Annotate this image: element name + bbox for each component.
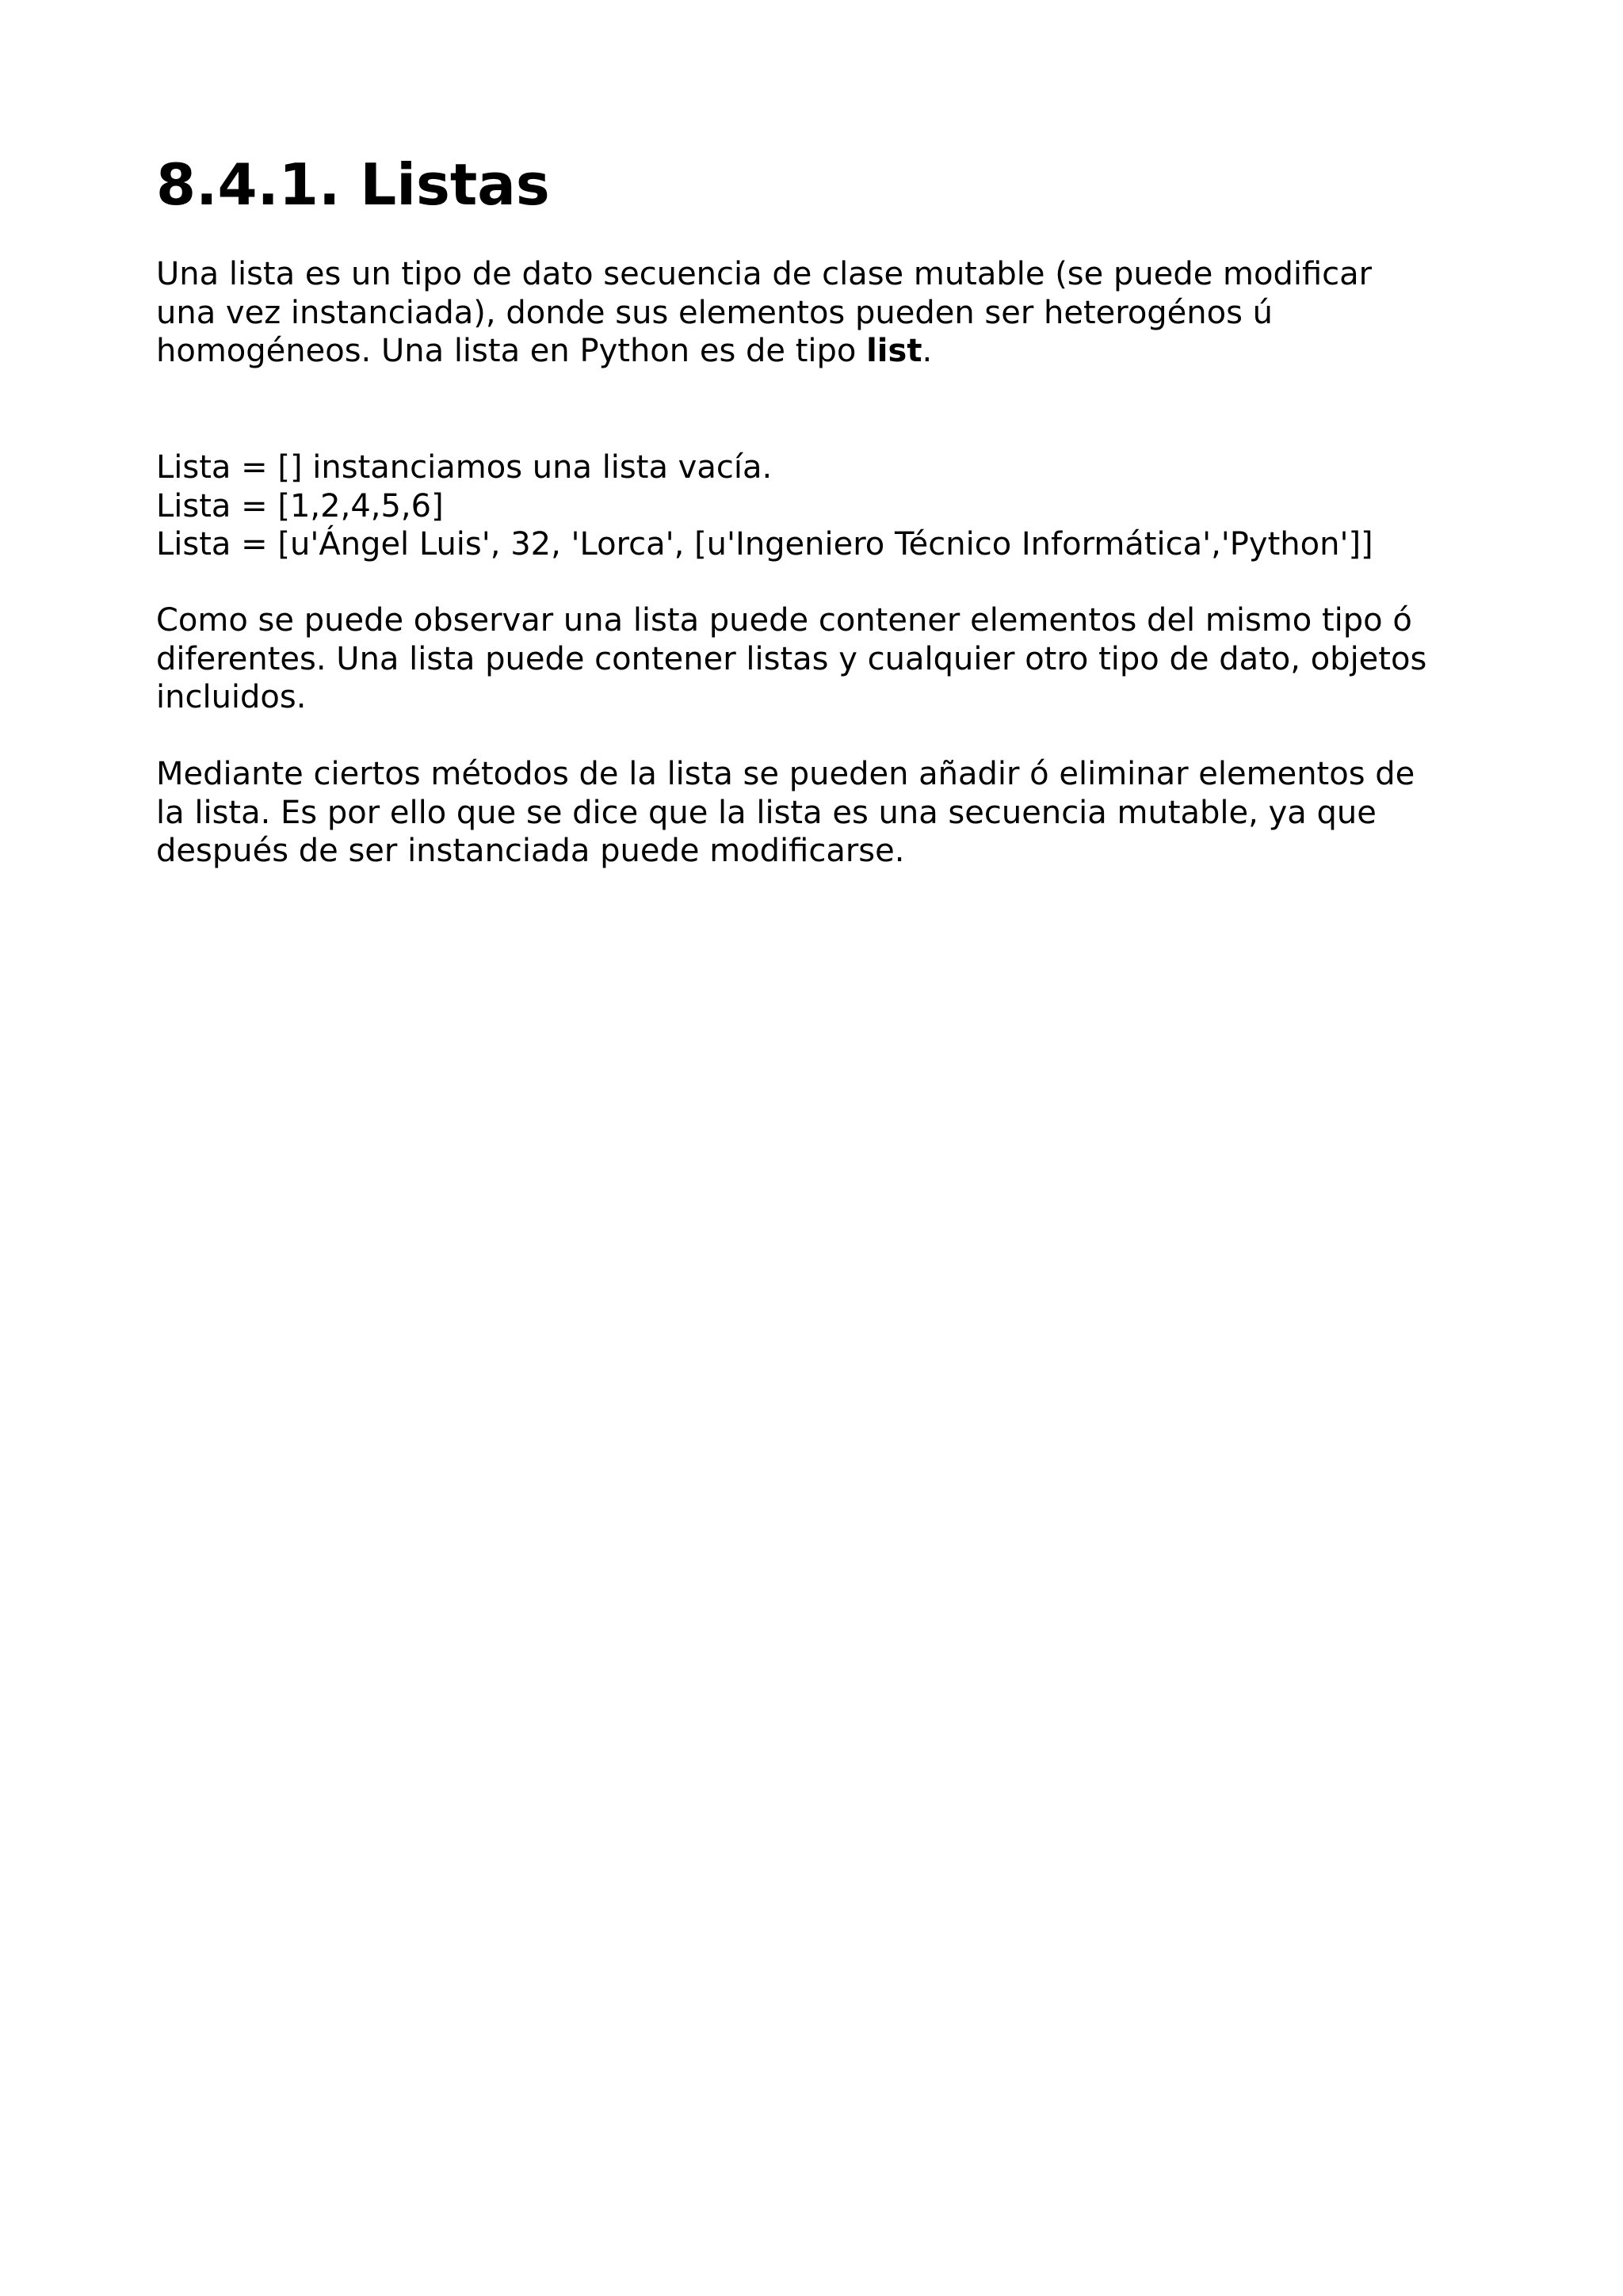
observation-line-2: diferentes. Una lista puede contener listas y cualquier otro tipo de dato, objetos — [156, 640, 1427, 677]
intro-line-3-suffix: . — [922, 333, 933, 369]
methods-line-3: después de ser instanciada puede modificarse. — [156, 833, 905, 869]
type-name-list: list — [866, 333, 922, 369]
example-line-2: Lista = [1,2,4,5,6] — [156, 487, 444, 524]
methods-line-1: Mediante ciertos métodos de la lista se pueden añadir ó eliminar elementos de — [156, 756, 1415, 792]
intro-line-3 — [156, 332, 1372, 371]
intro-line-1: Una lista es un tipo de dato secuencia de clase mutable (se puede modificar — [156, 256, 1373, 292]
intro-paragraph — [156, 255, 1372, 371]
observation-line-3: incluidos. — [156, 679, 307, 715]
section-heading: 8.4.1. Listas — [156, 151, 550, 218]
methods-line-2: la lista. Es por ello que se dice que la lista es una secuencia mutable, ya que — [156, 794, 1377, 831]
intro-line-3-prefix: homogéneos. Una lista en Python es de tipo — [156, 333, 867, 369]
example-line-1: Lista = [] instanciamos una lista vacía. — [156, 449, 773, 486]
observation-line-1: Como se puede observar una lista puede contener elementos del mismo tipo ó — [156, 602, 1412, 639]
example-line-3: Lista = [u'Ángel Luis', 32, 'Lorca', [u'Ingeniero Técnico Informática','Python']] — [156, 526, 1373, 563]
intro-line-2: una vez instanciada), donde sus elementos pueden ser heterogénos ú — [156, 294, 1274, 331]
observation-paragraph — [156, 601, 1426, 717]
examples-block — [156, 448, 1373, 564]
methods-paragraph — [156, 755, 1415, 871]
